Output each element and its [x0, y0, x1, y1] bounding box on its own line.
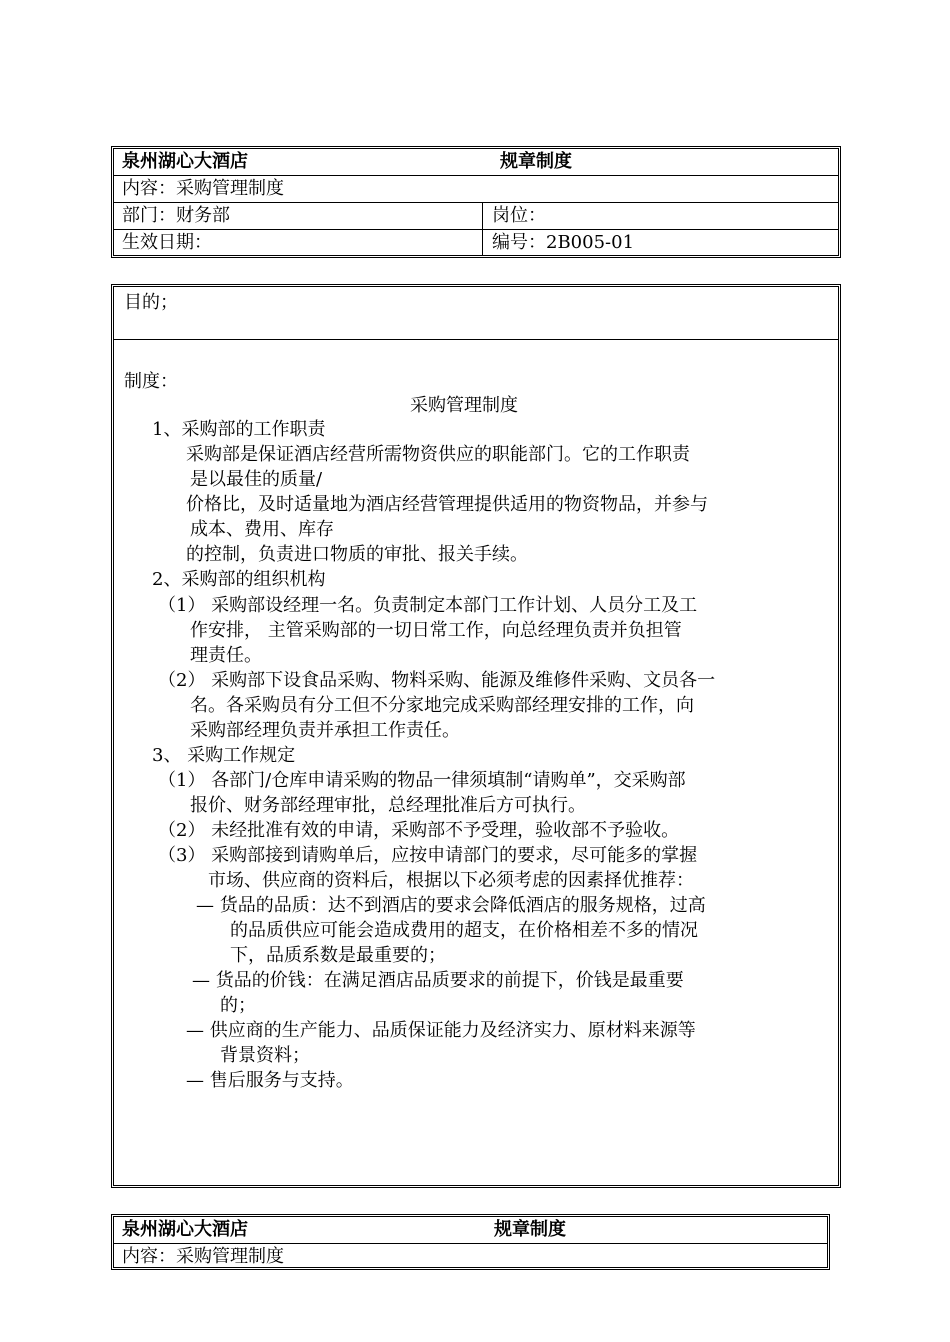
date-row	[114, 230, 838, 255]
content-label: 内容：采购管理制度	[122, 178, 284, 199]
list-item-continued: 理责任。	[190, 645, 262, 666]
list-item-continued: 名。各采购员有分工但不分家地完成采购部经理安排的工作，向	[190, 695, 694, 716]
paragraph-line: 是以最佳的质量/	[190, 469, 323, 490]
content-row	[114, 1244, 827, 1269]
list-item-continued: 市场、供应商的资料后，根据以下必须考虑的因素择优推荐：	[208, 870, 694, 891]
bullet-item-continued: 背景资料；	[220, 1045, 310, 1066]
department-row	[114, 203, 838, 230]
header-table	[111, 146, 841, 258]
doc-type: 规章制度	[500, 151, 572, 172]
header-title-row	[114, 149, 838, 176]
document-title: 采购管理制度	[410, 395, 518, 416]
hotel-name: 泉州湖心大酒店	[122, 1219, 248, 1240]
content-row	[114, 176, 838, 203]
section-heading: 1、采购部的工作职责	[152, 419, 326, 440]
column-divider	[482, 203, 483, 229]
position-label: 岗位：	[492, 205, 546, 226]
bullet-item-continued: 的；	[220, 995, 256, 1016]
purpose-label: 目的；	[124, 292, 178, 313]
section-heading: 3、 采购工作规定	[152, 745, 296, 766]
doc-type: 规章制度	[494, 1219, 566, 1240]
paragraph-line: 的控制，负责进口物质的审批、报关手续。	[186, 544, 528, 565]
list-item-continued: 作安排， 主管采购部的一切日常工作，向总经理负责并负担管	[190, 620, 682, 641]
hotel-name: 泉州湖心大酒店	[122, 151, 248, 172]
department-label: 部门：财务部	[122, 205, 230, 226]
list-item: （2） 未经批准有效的申请，采购部不予受理，验收部不予验收。	[158, 820, 680, 841]
paragraph-line: 价格比，及时适量地为酒店经营管理提供适用的物资物品，并参与	[186, 494, 708, 515]
list-item-continued: 采购部经理负责并承担工作责任。	[190, 720, 460, 741]
bullet-item-continued: 下，品质系数是最重要的；	[230, 945, 446, 966]
bullet-item: — 售后服务与支持。	[186, 1070, 354, 1091]
system-label: 制度：	[124, 371, 178, 392]
list-item-continued: 报价、财务部经理审批，总经理批准后方可执行。	[190, 795, 586, 816]
body-table	[111, 284, 841, 1188]
bullet-item: — 货品的价钱：在满足酒店品质要求的前提下，价钱是最重要	[192, 970, 684, 991]
header-table-page-2	[111, 1214, 830, 1270]
list-item: （2） 采购部下设食品采购、物料采购、能源及维修件采购、文员各一	[158, 670, 716, 691]
bullet-item-continued: 的品质供应可能会造成费用的超支，在价格相差不多的情况	[230, 920, 698, 941]
section-divider	[114, 339, 838, 340]
bullet-item: — 货品的品质：达不到酒店的要求会降低酒店的服务规格，过高	[196, 895, 706, 916]
column-divider	[482, 230, 483, 255]
list-item: （3） 采购部接到请购单后，应按申请部门的要求，尽可能多的掌握	[158, 845, 698, 866]
bullet-item: — 供应商的生产能力、品质保证能力及经济实力、原材料来源等	[186, 1020, 696, 1041]
paragraph-line: 采购部是保证酒店经营所需物资供应的职能部门。它的工作职责	[186, 444, 690, 465]
effective-date-label: 生效日期：	[122, 232, 212, 253]
section-heading: 2、采购部的组织机构	[152, 569, 326, 590]
paragraph-line: 成本、费用、库存	[190, 519, 334, 540]
list-item: （1） 采购部设经理一名。负责制定本部门工作计划、人员分工及工	[158, 595, 698, 616]
number-label: 编号：2B005-01	[492, 232, 635, 253]
list-item: （1） 各部门/仓库申请采购的物品一律须填制“请购单”，交采购部	[158, 770, 686, 791]
header-title-row	[114, 1217, 827, 1244]
content-label: 内容：采购管理制度	[122, 1246, 284, 1267]
